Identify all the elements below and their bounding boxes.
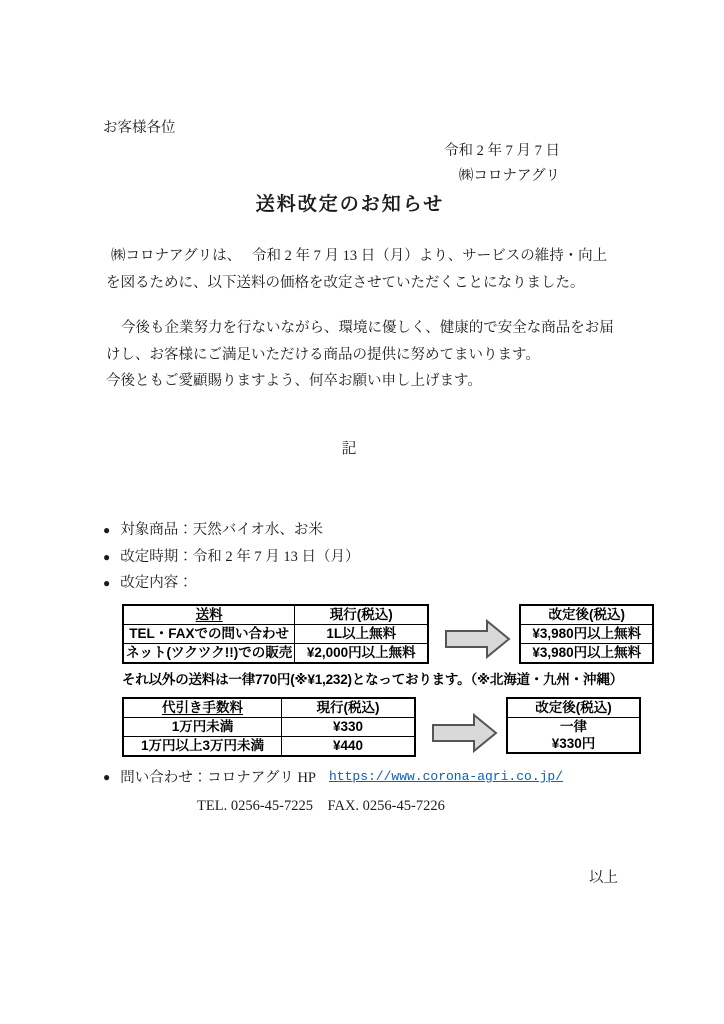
bullet-icon: ● xyxy=(103,549,111,564)
cod-fee-table-current xyxy=(122,697,416,757)
shipping-channel-cell: TEL・FAXでの問い合わせ xyxy=(123,625,295,644)
paragraph-thanks-line1: 今後ともご愛顧賜りますよう、何卒お願い申し上げます。 xyxy=(106,373,482,389)
recipient-line: お客様各位 xyxy=(103,120,176,136)
closing-marker: 以上 xyxy=(589,870,618,886)
paragraph-intro-line2: を図るために、以下送料の価格を改定させていただくことになりました。 xyxy=(106,275,585,291)
paragraph-intro-line1: ㈱コロナアグリは、 令和 2 年 7 月 13 日（月）より、サービスの維持・向上 xyxy=(111,248,608,264)
shipping-channel-cell: ネット(ツクツク!!)での販売 xyxy=(123,644,295,664)
paragraph-thanks xyxy=(106,368,482,395)
paragraph-effort xyxy=(106,315,614,369)
bullet-icon: ● xyxy=(103,576,111,591)
table-row xyxy=(520,625,653,644)
flat-rate-label: 一律 xyxy=(560,719,587,734)
bullet-icon: ● xyxy=(103,523,111,538)
date-company-block xyxy=(444,139,560,189)
right-arrow-icon xyxy=(445,619,511,659)
cod-fee-table-row xyxy=(122,697,682,757)
revised-price-header: 改定後(税込) xyxy=(520,605,653,625)
company-name: ㈱コロナアグリ xyxy=(458,168,560,184)
right-arrow-icon xyxy=(432,713,498,753)
table-row xyxy=(123,737,415,757)
tel-fax-line: TEL. 0256-45-7225 FAX. 0256-45-7226 xyxy=(197,798,445,814)
revised-price-header: 改定後(税込) xyxy=(507,698,640,718)
bullet-list xyxy=(103,517,360,597)
flat-rate-amount: ¥330円 xyxy=(551,736,596,751)
cod-fee-table-revised xyxy=(506,697,641,754)
table-row xyxy=(123,625,428,644)
bullet-target-products-text: 対象商品：天然バイオ水、お米 xyxy=(120,522,323,538)
shipping-price-cell: ¥2,000円以上無料 xyxy=(295,644,429,664)
contact-section xyxy=(103,766,563,815)
cod-fee-cell: ¥330 xyxy=(282,718,416,737)
homepage-link[interactable]: https://www.corona-agri.co.jp/ xyxy=(328,769,564,784)
cod-range-cell: 1万円以上3万円未満 xyxy=(123,737,282,757)
cod-range-cell: 1万円未満 xyxy=(123,718,282,737)
page-title: 送料改定のお知らせ xyxy=(255,194,445,215)
current-price-header: 現行(税込) xyxy=(282,698,416,718)
bullet-revision-date xyxy=(103,544,360,571)
cod-fee-table-title: 代引き手数料 xyxy=(123,698,282,718)
bullet-revision-date-text: 改定時期：令和 2 年 7 月 13 日（月） xyxy=(120,548,360,565)
contact-label: 問い合わせ：コロナアグリ HP xyxy=(120,770,316,786)
shipping-note: それ以外の送料は一律770円(※¥1,232)となっております。（※北海道・九州・沖縄） xyxy=(122,672,623,687)
shipping-table-current xyxy=(122,604,429,664)
bullet-icon: ● xyxy=(103,769,111,784)
bullet-revision-content-text: 改定内容： xyxy=(120,575,193,591)
paragraph-effort-line1: 今後も企業努力を行ないながら、環境に優しく、健康的で安全な商品をお届 xyxy=(121,320,614,336)
table-row xyxy=(507,718,640,754)
bullet-revision-content xyxy=(103,570,360,597)
paragraph-intro xyxy=(106,243,607,297)
revision-tables-section xyxy=(122,604,682,757)
contact-line xyxy=(103,766,563,787)
table-row xyxy=(123,718,415,737)
table-row xyxy=(520,644,653,664)
table-row xyxy=(123,644,428,664)
current-price-header: 現行(税込) xyxy=(295,605,429,625)
issue-date: 令和 2 年 7 月 7 日 xyxy=(444,143,560,159)
revised-price-cell: ¥3,980円以上無料 xyxy=(520,625,653,644)
shipping-price-cell: 1L以上無料 xyxy=(295,625,429,644)
ki-marker: 記 xyxy=(341,441,359,457)
shipping-table-title: 送料 xyxy=(123,605,295,625)
shipping-table-row xyxy=(122,604,682,664)
cod-fee-cell: ¥440 xyxy=(282,737,416,757)
bullet-target-products xyxy=(103,517,360,544)
revised-price-cell: ¥3,980円以上無料 xyxy=(520,644,653,664)
revised-flat-fee-cell xyxy=(507,718,640,754)
paragraph-effort-line2: けし、お客様にご満足いただける商品の提供に努めてまいります。 xyxy=(106,347,540,363)
shipping-table-revised xyxy=(519,604,654,664)
